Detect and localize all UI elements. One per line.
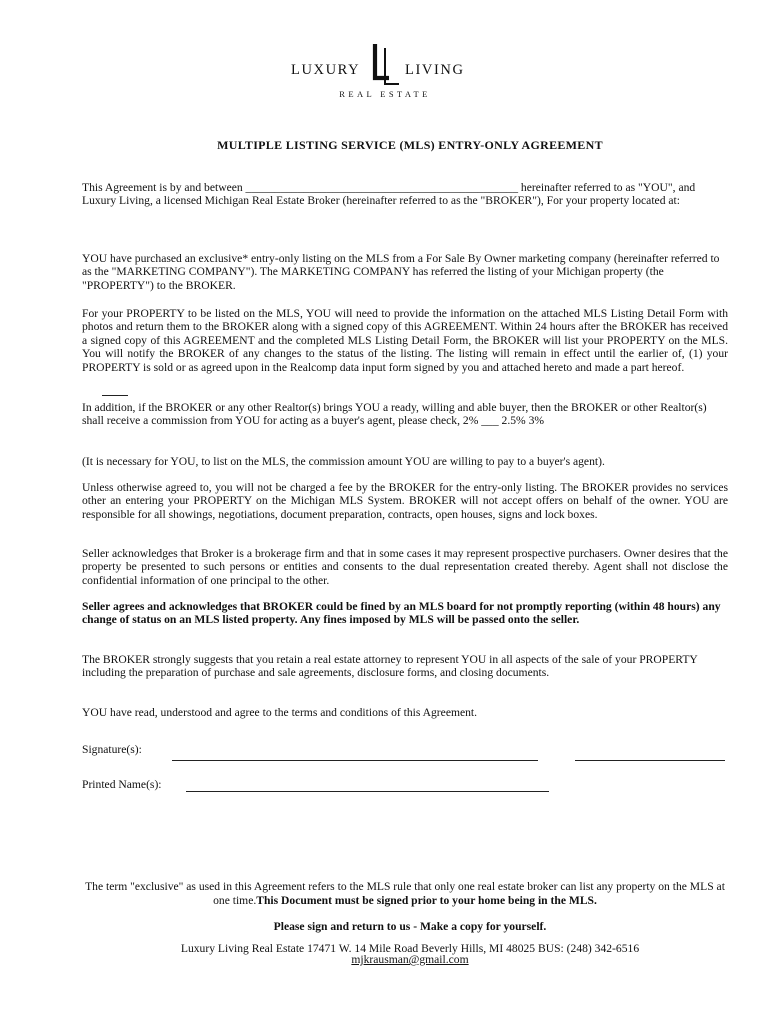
signature-line-1[interactable] xyxy=(172,760,538,761)
checkbox-line[interactable] xyxy=(102,395,128,396)
commission-paragraph: In addition, if the BROKER or any other Realtor(s) brings YOU a ready, willing and able buyer, then the BROKER or other Realtor(s) shall receive a commission from YOU for acting as a buyer's agent, please check, 2% ___ 2.5% 3% xyxy=(82,401,707,428)
logo-word-luxury: LUXURY xyxy=(291,62,361,78)
signature-line-2[interactable] xyxy=(575,760,725,761)
commission-note-paragraph: (It is necessary for YOU, to list on the MLS, the commission amount YOU are willing to pay to a buyer's agent). xyxy=(82,455,605,468)
sign-before-mls-text: This Document must be signed prior to your home being in the MLS. xyxy=(256,894,597,907)
entry-only-listing-paragraph: YOU have purchased an exclusive* entry-only listing on the MLS from a For Sale By Owner marketing company (hereinafter referred to as the "MARKETING COMPANY"). The MARKETING COMPANY has referred the listing of your Michigan property (the "PROPERTY") to the BROKER. xyxy=(82,252,720,292)
company-email-link[interactable]: mjkrausman@gmail.com xyxy=(351,953,469,966)
signature-label: Signature(s): xyxy=(82,743,142,756)
agreement-acknowledgement-paragraph: YOU have read, understood and agree to the terms and conditions of this Agreement. xyxy=(82,706,478,719)
logo-word-living: LIVING xyxy=(405,62,465,78)
document-title: MULTIPLE LISTING SERVICE (MLS) ENTRY-ONLY AGREEMENT xyxy=(217,138,603,152)
printed-name-label: Printed Name(s): xyxy=(82,778,162,791)
logo-subtitle: REAL ESTATE xyxy=(339,89,431,99)
dual-representation-paragraph: Seller acknowledges that Broker is a brokerage firm and that in some cases it may represent prospective purchasers. Owner desires that the property be presented to such persons or entities and consents to the dual representation created thereby. Agent shall not disclose the confidential information of one principal to the other. xyxy=(82,547,728,587)
exclusive-term-note xyxy=(82,880,728,908)
attorney-paragraph: The BROKER strongly suggests that you retain a real estate attorney to represent YOU in all aspects of the sale of your PROPERTY including the preparation of purchase and sale agreements, disclosure forms, and closing documents. xyxy=(82,653,698,680)
mls-fine-paragraph: Seller agrees and acknowledges that BROKER could be fined by an MLS board for not promptly reporting (within 48 hours) any change of status on an MLS listed property. Any fines imposed by MLS will be passed onto the seller. xyxy=(82,600,721,627)
company-address: Luxury Living Real Estate 17471 W. 14 Mile Road Beverly Hills, MI 48025 BUS: (248) 342-6516 xyxy=(180,942,640,955)
no-fee-paragraph: Unless otherwise agreed to, you will not be charged a fee by the BROKER for the entry-only listing. The BROKER provides no services other an entering your PROPERTY on the Michigan MLS System. BROKER will not accept offers on behalf of the owner. YOU are responsible for all showings, negotiations, document preparation, contracts, open houses, signs and lock boxes. xyxy=(82,481,728,521)
logo-ll-monogram-icon xyxy=(365,42,407,86)
agreement-parties-paragraph: This Agreement is by and between _______________________________________________ hereinafter referred to as "YOU", and Luxury Living, a licensed Michigan Real Estate Broker (hereinafter referred to as the "BROKER"), For your property located at: xyxy=(82,181,696,208)
sign-and-return-instruction: Please sign and return to us - Make a copy for yourself. xyxy=(273,920,547,933)
listing-process-paragraph: For your PROPERTY to be listed on the MLS, YOU will need to provide the information on the attached MLS Listing Detail Form with photos and return them to the BROKER along with a signed copy of this AGREEMENT. Within 24 hours after the BROKER has received a signed copy of this AGREEMENT and the completed MLS Listing Detail Form, the BROKER will list your PROPERTY on the MLS. You will notify the BROKER of any changes to the status of the listing. The listing will remain in effect until the earlier of, (1) your PROPERTY is sold or as agreed upon in the Realcomp data input form signed by you and attached hereto and made a part hereof. xyxy=(82,307,728,374)
printed-name-line[interactable] xyxy=(186,791,549,792)
exclusive-term-text: The term "exclusive" as used in this Agreement refers to the MLS rule that only one real estate broker can list any property on the MLS at one time. xyxy=(85,880,725,907)
company-logo xyxy=(0,40,770,102)
